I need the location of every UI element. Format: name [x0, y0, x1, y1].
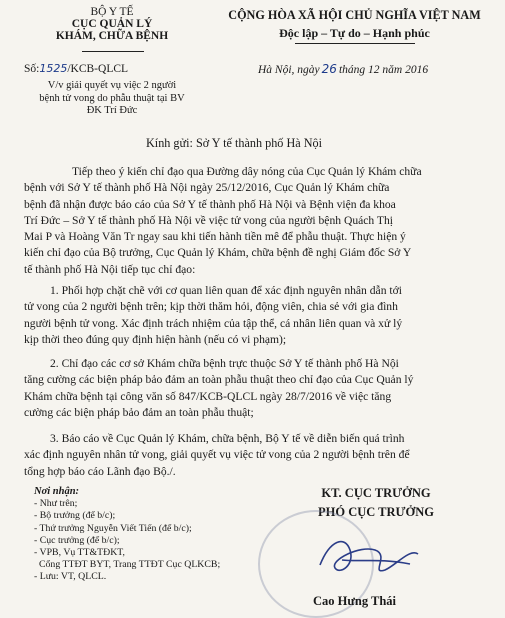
noi-nhan-item: - Lưu: VT, QLCL.: [34, 571, 107, 583]
item2-line: cường các biện pháp bảo đảm an toàn phẫu thuật;: [24, 405, 254, 419]
noi-nhan-title: Nơi nhận:: [34, 486, 80, 497]
body-item-1: [24, 283, 490, 348]
header-right: [222, 8, 487, 41]
noi-nhan-item: - Bộ trưởng (để b/c);: [34, 510, 116, 522]
intro-line: Mai P và Hoàng Văn Tr ngay sau khi tiến hành tiền mê để phẫu thuật. Thực hiện ý: [24, 230, 406, 244]
noi-nhan-item: Cổng TTĐT BYT, Trang TTĐT Cục QLKCB;: [39, 559, 221, 571]
recipient-line: Kính gửi: Sở Y tế thành phố Hà Nội: [146, 136, 322, 150]
item1-line: người bệnh tử vong. Xác định trách nhiệm của tập thể, cá nhân liên quan và xử lý: [24, 316, 403, 330]
date-rest: tháng 12 năm 2016: [338, 64, 429, 76]
signer-title-1: KT. CỤC TRƯỞNG: [321, 486, 431, 500]
handwritten-signature: [300, 520, 440, 590]
issue-date: [258, 62, 428, 76]
noi-nhan-item: - Thứ trưởng Nguyễn Viết Tiến (để b/c);: [34, 522, 192, 534]
department-line-2: KHÁM, CHỮA BỆNH: [55, 30, 169, 42]
intro-line: bệnh với Sở Y tế thành phố Hà Nội ngày 25/12/2016, Cục Quản lý Khám chữa: [24, 181, 390, 195]
left-header-rule: [82, 51, 144, 52]
intro-line: bệnh đã nhận được báo cáo của Sở Y tế thành phố Hà Nội và Bệnh viện đa khoa: [24, 197, 396, 211]
subject-block: [26, 80, 198, 118]
intro-line: tế thành phố Hà Nội tiếp tục chỉ đạo:: [24, 262, 196, 276]
subject-line-2: bệnh tử vong do phẫu thuật tại BV: [39, 92, 185, 104]
header-left: [22, 6, 202, 42]
signer-title-2: PHÓ CỤC TRƯỞNG: [318, 505, 434, 519]
subject-line-3: ĐK Trí Đức: [86, 105, 138, 116]
document-number: [24, 62, 128, 75]
noi-nhan-item: - Như trên;: [34, 498, 78, 510]
body-intro: [24, 164, 490, 278]
intro-line: Tiếp theo ý kiến chỉ đạo qua Đường dây nóng của Cục Quản lý Khám chữa: [72, 165, 422, 178]
recipients-list: [34, 486, 220, 584]
department-line-1: CỤC QUẢN LÝ: [71, 18, 153, 30]
date-prefix: Hà Nội, ngày: [258, 64, 320, 76]
noi-nhan-item: - VPB, Vụ TT&TĐKT,: [34, 547, 125, 559]
doc-no-suffix: /KCB-QLCL: [67, 63, 129, 75]
item1-line: 1. Phối hợp chặt chẽ với cơ quan liên quan để xác định nguyên nhân dẫn tới: [50, 284, 402, 297]
doc-no-prefix: Số:: [24, 63, 40, 75]
item1-line: kịp thời theo đúng quy định hiện hành (nếu có vi phạm);: [24, 332, 287, 346]
signer-name: Cao Hưng Thái: [313, 594, 396, 608]
right-header-rule: [295, 43, 415, 44]
motto: Độc lập – Tự do – Hạnh phúc: [279, 26, 430, 40]
item3-line: 3. Báo cáo về Cục Quản lý Khám, chữa bệnh, Bộ Y tế về diễn biến quá trình: [50, 432, 405, 445]
body-item-2: [24, 356, 490, 421]
intro-line: kiến chỉ đạo của Bộ trưởng, Cục Quản lý Khám, chữa bệnh đề nghị Giám đốc Sở Y: [24, 246, 412, 260]
item1-line: tử vong của 2 người bệnh trên; kịp thời thăm hỏi, động viên, chia sẻ với gia đình: [24, 300, 398, 314]
doc-no-handwritten: 1525: [39, 62, 68, 75]
noi-nhan-item: - Cục trưởng (để b/c);: [34, 534, 120, 546]
item2-line: Khám chữa bệnh tại công văn số 847/KCB-QLCL ngày 28/7/2016 về việc tăng: [24, 389, 392, 403]
nation-title: CỘNG HÒA XÃ HỘI CHỦ NGHĨA VIỆT NAM: [228, 8, 481, 22]
item2-line: 2. Chỉ đạo các cơ sở Khám chữa bệnh trực thuộc Sở Y tế thành phố Hà Nội: [50, 357, 399, 370]
item3-line: xác định nguyên nhân tử vong, giải quyết vụ việc tử vong của 2 người bệnh trên để: [24, 448, 410, 462]
item3-line: tổng hợp báo cáo Lãnh đạo Bộ./.: [24, 464, 176, 478]
ministry-name: BỘ Y TẾ: [90, 6, 134, 18]
item2-line: tăng cường các biện pháp bảo đảm an toàn phẫu thuật theo chỉ đạo của Cục Quản lý: [24, 373, 414, 387]
subject-line-1: V/v giải quyết vụ việc 2 người: [47, 80, 177, 91]
body-item-3: [24, 431, 490, 480]
date-day-handwritten: 26: [321, 62, 337, 76]
intro-line: Trí Đức – Sở Y tế thành phố Hà Nội về việc tử vong của người bệnh Quách Thị: [24, 213, 393, 227]
